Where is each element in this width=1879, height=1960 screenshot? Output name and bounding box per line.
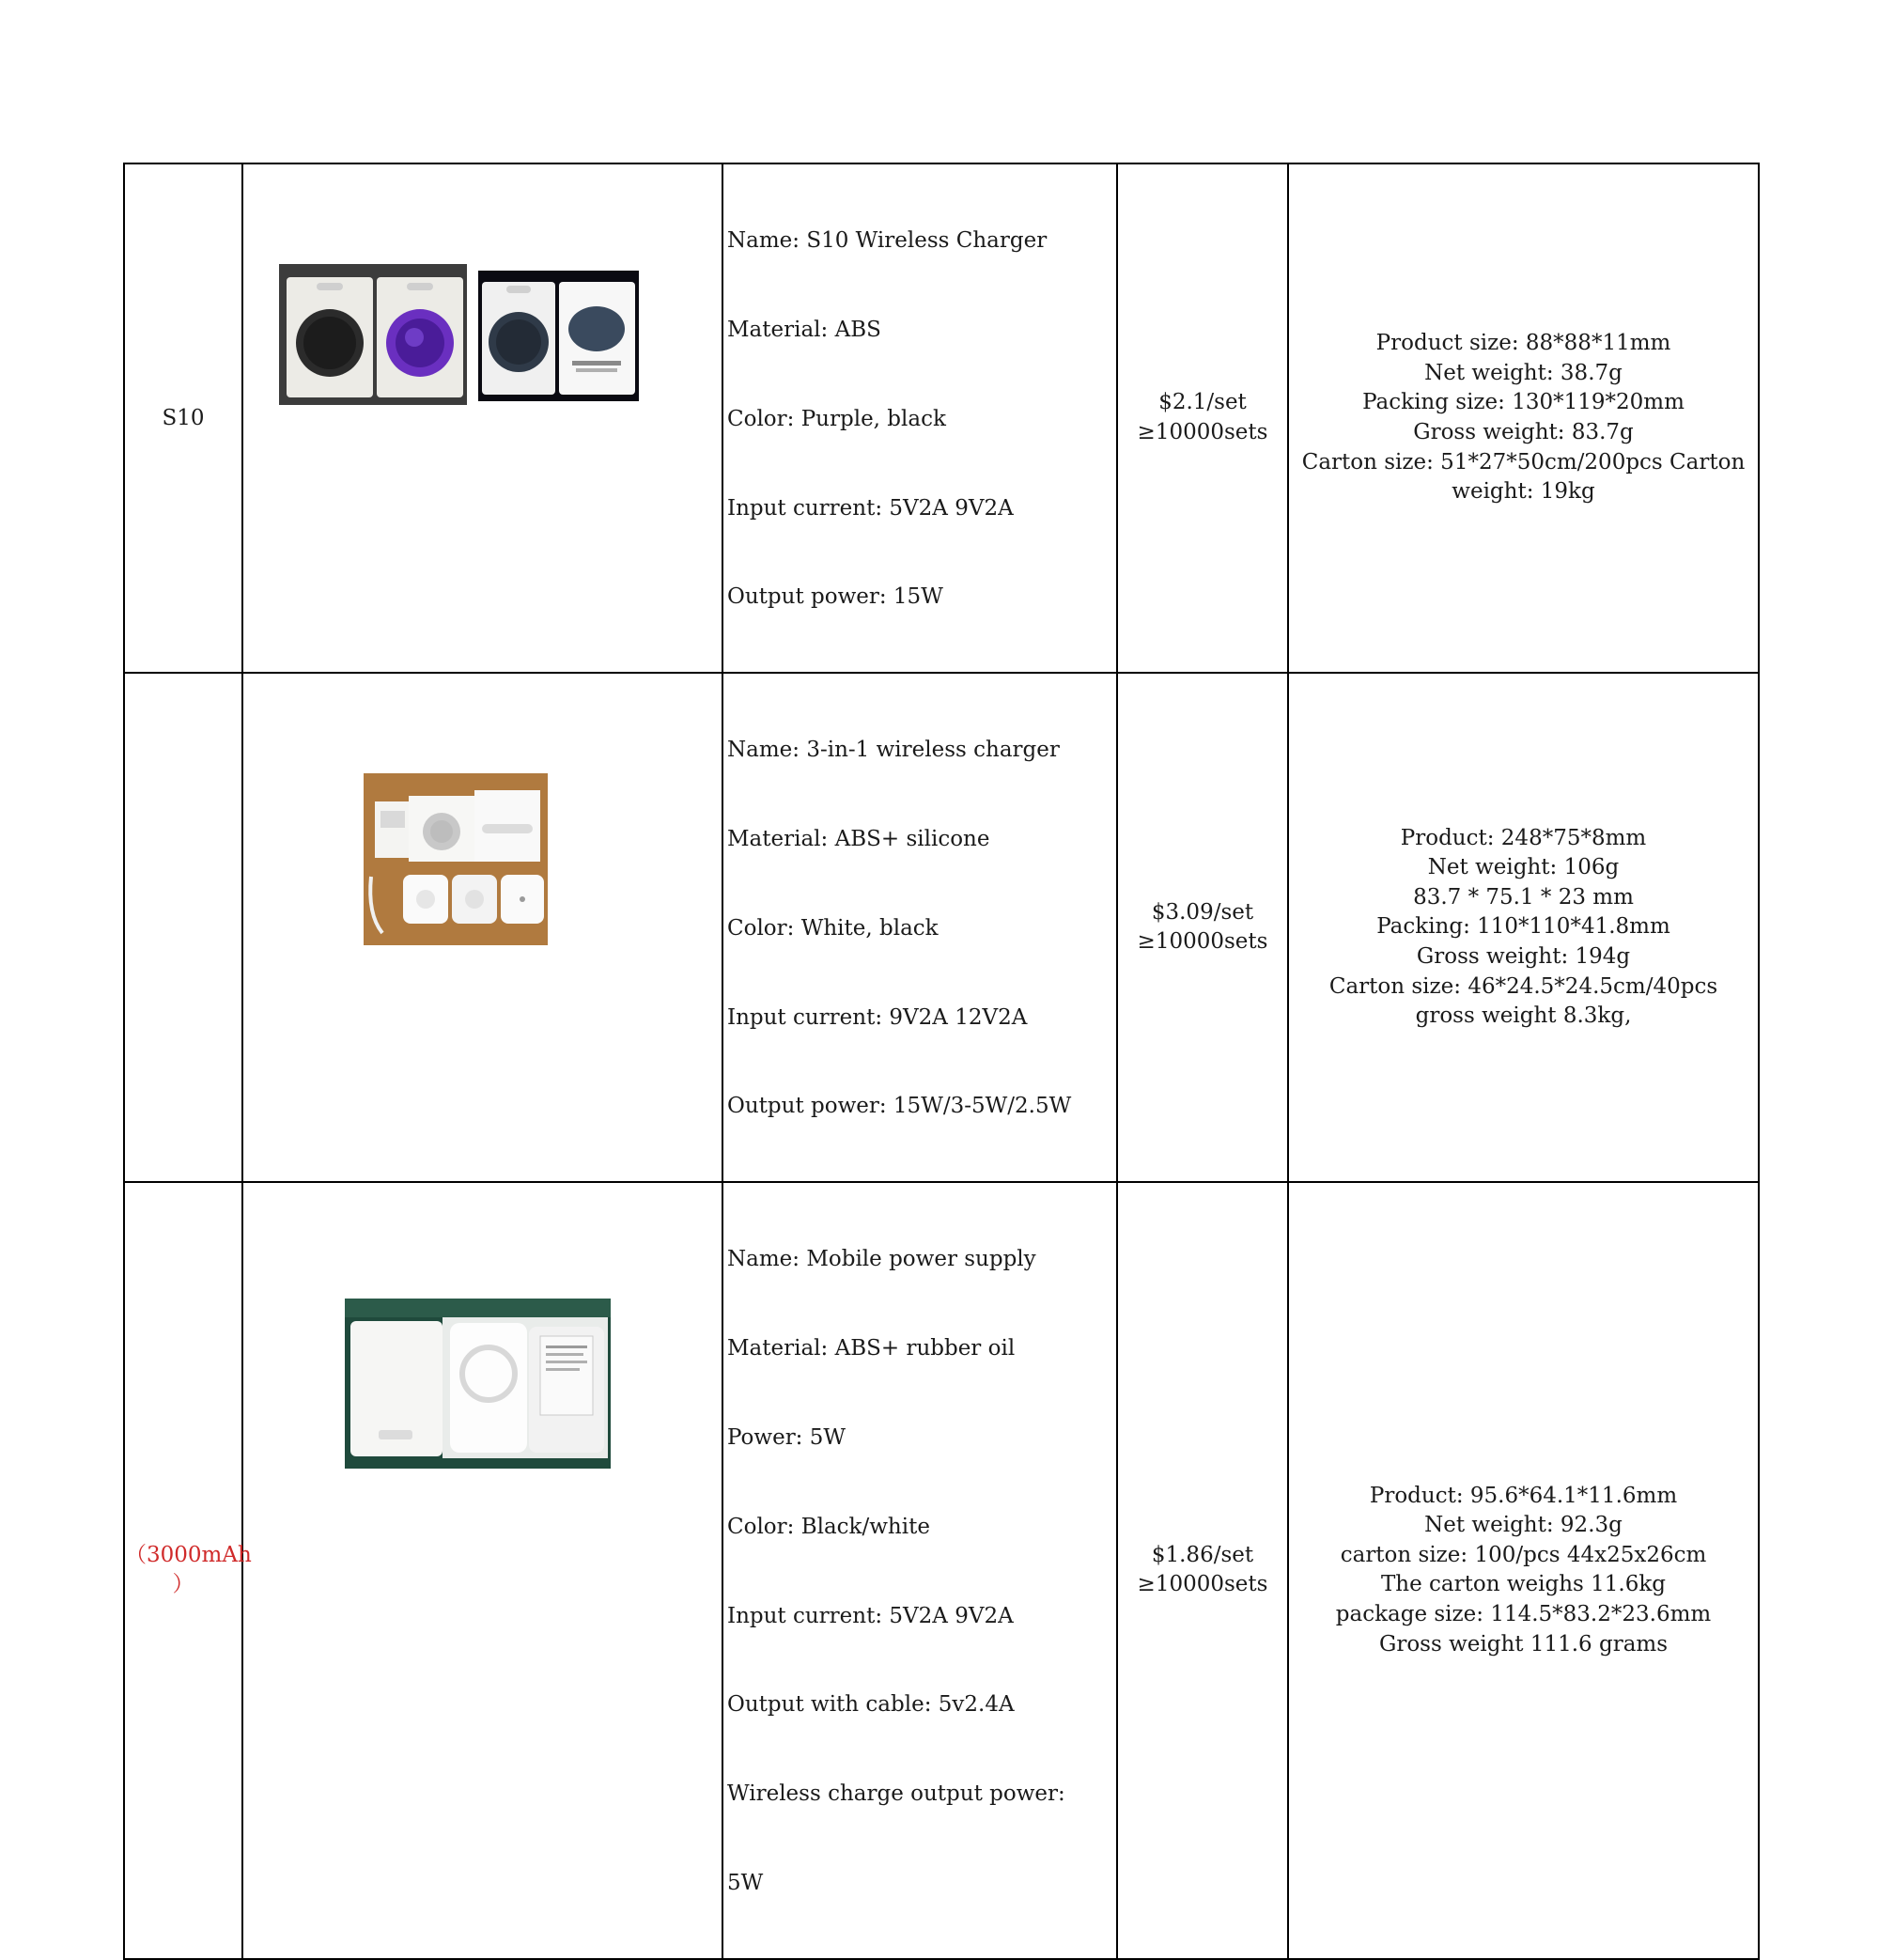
detail-line: gross weight 8.3kg, [1415,1003,1632,1029]
unit-price: $2.1/set [1158,390,1247,415]
description-line: Material: ABS [727,317,881,342]
detail-line: Net weight: 92.3g [1424,1513,1623,1538]
price-cell [1117,673,1288,1182]
detail-line: weight: 19kg [1452,479,1595,505]
minimum-order: ≥10000sets [1137,929,1268,955]
detail-line: Packing: 110*110*41.8mm [1376,914,1670,940]
3in1-charger-photo [364,773,548,945]
description-line: Input current: 9V2A 12V2A [727,1004,1028,1030]
image-cell [242,673,722,1182]
description-cell [722,673,1117,1182]
spec-sheet [123,163,1758,1960]
description-cell [722,163,1117,673]
model-capacity: （3000mAh ） [125,1543,252,1597]
description-cell [722,1182,1117,1958]
details-cell [1288,163,1759,673]
detail-line: Gross weight 111.6 grams [1378,1631,1669,1657]
s10-charger-photo-2 [478,271,639,401]
description-line: Material: ABS+ silicone [727,827,990,852]
price-cell [1117,163,1288,673]
description-line: Power: 5W [727,1424,846,1450]
description-line: Color: Purple, black [727,406,946,431]
description-line: Color: Black/white [727,1514,930,1539]
s10-charger-photo-1 [279,264,467,405]
description-line: Name: S10 Wireless Charger [727,228,1048,254]
description-line: Output with cable: 5v2.4A [727,1692,1015,1718]
description-line: Material: ABS+ rubber oil [727,1336,1016,1361]
details-cell [1288,1182,1759,1958]
detail-line: Net weight: 38.7g [1424,360,1623,385]
price-cell [1117,1182,1288,1958]
table-row [124,163,1759,673]
image-cell [242,1182,722,1958]
table-row [124,1182,1759,1958]
minimum-order: ≥10000sets [1137,420,1268,445]
detail-line: Packing size: 130*119*20mm [1362,390,1685,415]
table-row [124,673,1759,1182]
detail-line: Gross weight: 194g [1416,943,1631,969]
details-cell [1288,673,1759,1182]
model-cell [124,673,242,1182]
detail-line: Product: 95.6*64.1*11.6mm [1369,1483,1678,1508]
detail-line: Product size: 88*88*11mm [1375,331,1671,356]
product-table [123,163,1760,1960]
model-cell: S10 [124,163,242,673]
unit-price: $1.86/set [1151,1542,1254,1567]
detail-line: package size: 114.5*83.2*23.6mm [1335,1602,1712,1626]
detail-line: The carton weighs 11.6kg [1380,1572,1667,1597]
description-line: Output power: 15W [727,584,943,610]
description-line: Name: 3-in-1 wireless charger [727,738,1060,763]
detail-line: Carton size: 51*27*50cm/200pcs Carton [1301,449,1746,474]
description-line: 5W [727,1870,764,1895]
description-line: Output power: 15W/3-5W/2.5W [727,1094,1072,1119]
detail-line: Net weight: 106g [1427,855,1620,880]
description-line: Wireless charge output power: [727,1781,1065,1807]
description-line: Name: Mobile power supply [727,1247,1036,1272]
power-bank-photo [345,1299,611,1469]
description-line: Color: White, black [727,915,939,941]
description-line: Input current: 5V2A 9V2A [727,1603,1014,1628]
minimum-order: ≥10000sets [1137,1572,1268,1597]
image-cell [242,163,722,673]
detail-line: Product: 248*75*8mm [1400,825,1647,850]
detail-line: Gross weight: 83.7g [1413,420,1634,445]
detail-line: 83.7 * 75.1 * 23 mm [1413,884,1634,910]
detail-line: Carton size: 46*24.5*24.5cm/40pcs [1328,973,1718,999]
unit-price: $3.09/set [1151,899,1254,925]
detail-line: carton size: 100/pcs 44x25x26cm [1340,1542,1707,1567]
model-cell [124,1182,252,1958]
description-line: Input current: 5V2A 9V2A [727,495,1014,521]
